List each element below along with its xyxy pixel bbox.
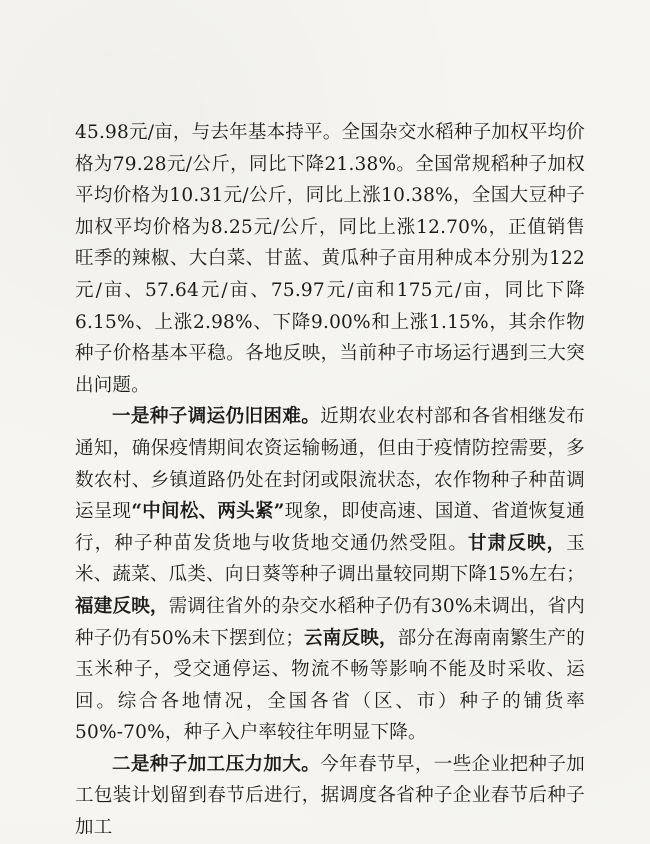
text-run: 部分在海南南繁生产的玉米种子，受交通停运、物流不畅等影响不能及时采收、运回。综合各地情况，全国各省（区、市）种子的铺货率50%-70%，种子入户率较往年明显下降。 bbox=[75, 627, 585, 744]
emphasis-run: “中间松、两头紧” bbox=[131, 501, 285, 523]
emphasis-run: 福建反映， bbox=[75, 595, 169, 617]
text-run: 现象，即使高速、国道、省道恢复通行，种子种苗发货地与收货地交通仍然受阻。 bbox=[75, 501, 586, 554]
heading-run: 一是种子调运仍旧困难。 bbox=[112, 406, 321, 428]
heading-run: 二是种子加工压力加大。 bbox=[112, 753, 321, 775]
paragraph-seed-transport bbox=[75, 401, 585, 749]
text-run: 45.98元/亩，与去年基本持平。全国杂交水稻种子加权平均价格为79.28元/公斤，同比下降21.38%。全国常规稻种子加权平均价格为10.31元/公斤，同比上涨10.38%，全国大豆种子加权平均价格为8.25元/公斤，同比上涨12.70%，正值销售旺季的辣椒、大白菜、甘蓝、黄瓜种子亩用种成本分别为122元/亩、57.64元/亩、75.97元/亩和175元/亩，同比下降6.15%、上涨2.98%、下降9.00%和上涨1.15%，其余作物种子价格基本平稳。各地反映，当前种子市场运行遇到三大突出问题。 bbox=[75, 122, 585, 396]
text-run: 近期农业农村部和各省相继发布通知，确保疫情期间农资运输畅通，但由于疫情防控需要，多数农村、乡镇道路仍处在封闭或限流状态，农作物种子种苗调运呈现 bbox=[75, 406, 585, 523]
emphasis-run: 云南反映， bbox=[304, 627, 398, 649]
text-run: 玉米、蔬菜、瓜类、向日葵等种子调出量较同期下降15%左右； bbox=[75, 532, 585, 586]
emphasis-run: 甘肃反映， bbox=[468, 532, 567, 554]
paragraph-seed-processing bbox=[75, 749, 585, 844]
paragraph-seed-prices bbox=[75, 117, 585, 401]
text-run: 今年春节早，一些企业把种子加工包装计划留到春节后进行，据调度各省种子企业春节后种子加工 bbox=[75, 753, 585, 839]
text-run: 需调往省外的杂交水稻种子仍有30%未调出，省内种子仍有50%未下摆到位； bbox=[75, 595, 585, 649]
document-body bbox=[75, 117, 585, 844]
